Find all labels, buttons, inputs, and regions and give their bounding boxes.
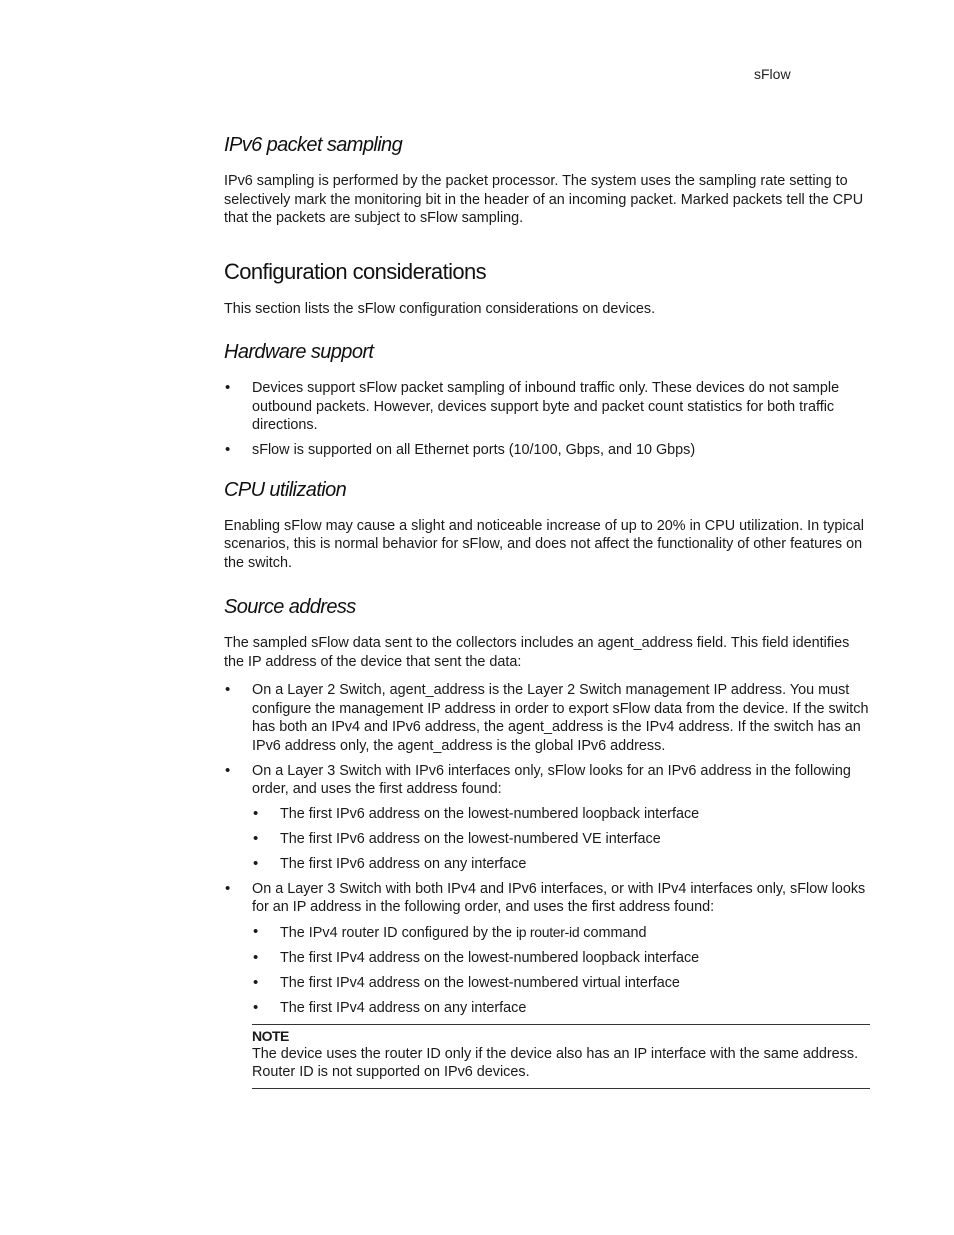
ipv6-order-list (252, 805, 870, 874)
list-item-text: On a Layer 2 Switch, agent_address is the Layer 2 Switch management IP address. You must configure the management IP address in order to export sFlow data from the device. If the switch has both an IPv4 and IPv6 address, the agent_address is the IPv4 address. If the switch has an IPv6 address only, the agent_address is the global IPv6 address. (252, 682, 869, 754)
list-item: • Devices support sFlow packet sampling of inbound traffic only. These devices do not sample outbound packets. However, devices support byte and packet count statistics for both traffic directions. (224, 379, 870, 435)
sub-list-item (252, 923, 870, 943)
command-ip-router-id: ip router-id (515, 923, 580, 940)
hardware-support-list (224, 379, 870, 460)
configuration-paragraph: This section lists the sFlow configuration considerations on devices. (224, 300, 656, 317)
section-heading-configuration: Configuration considerations (224, 258, 487, 284)
sub-item-text: The IPv4 router ID configured by the (280, 924, 516, 941)
running-header: sFlow (754, 66, 791, 82)
ipv6-sampling-paragraph: IPv6 sampling is performed by the packet processor. The system uses the sampling rate setting to selectively mark the monitoring bit in the header of an incoming packet. Marked packets tell the CPU that the packets are subject to sFlow sampling. (224, 173, 864, 226)
source-address-list (224, 681, 870, 1017)
note-box (252, 1024, 870, 1089)
list-item (224, 762, 870, 874)
list-item-text: On a Layer 3 Switch with IPv6 interfaces only, sFlow looks for an IPv6 address in the following order, and uses the first address found: (252, 762, 851, 797)
list-item (224, 681, 870, 755)
page-content (224, 134, 870, 1089)
list-item (224, 880, 870, 1018)
sub-list-item: • The first IPv6 address on any interface (252, 855, 870, 874)
sub-list-item: • The first IPv6 address on the lowest-numbered VE interface (252, 830, 870, 849)
note-title: NOTE (252, 1027, 289, 1044)
sub-list-item: • The first IPv6 address on the lowest-numbered loopback interface (252, 805, 870, 824)
note-text: The device uses the router ID only if the device also has an IP interface with the same address. Router ID is not supported on IPv6 devices. (252, 1045, 859, 1080)
cpu-utilization-paragraph: Enabling sFlow may cause a slight and noticeable increase of up to 20% in CPU utilization. In typical scenarios, this is normal behavior for sFlow, and does not affect the functionality of other features on the switch. (224, 517, 864, 571)
section-heading-source-address: Source address (224, 596, 356, 618)
sub-list-item: • The first IPv4 address on the lowest-numbered loopback interface (252, 949, 870, 968)
list-item: • sFlow is supported on all Ethernet ports (10/100, Gbps, and 10 Gbps) (224, 441, 870, 460)
ipv4-order-list (252, 923, 870, 1018)
section-heading-ipv6-sampling: IPv6 packet sampling (224, 134, 403, 156)
section-heading-hardware-support: Hardware support (224, 341, 374, 363)
sub-list-item: • The first IPv4 address on any interface (252, 999, 870, 1018)
section-heading-cpu-utilization: CPU utilization (224, 478, 347, 501)
sub-list-item: • The first IPv4 address on the lowest-numbered virtual interface (252, 974, 870, 993)
source-address-paragraph: The sampled sFlow data sent to the collectors includes an agent_address field. This field identifies the IP address of the device that sent the data: (224, 635, 850, 670)
sub-item-text: command (579, 924, 647, 941)
list-item-text: On a Layer 3 Switch with both IPv4 and IPv6 interfaces, or with IPv4 interfaces only, sFlow looks for an IP address in the following order, and uses the first address found: (252, 880, 866, 915)
